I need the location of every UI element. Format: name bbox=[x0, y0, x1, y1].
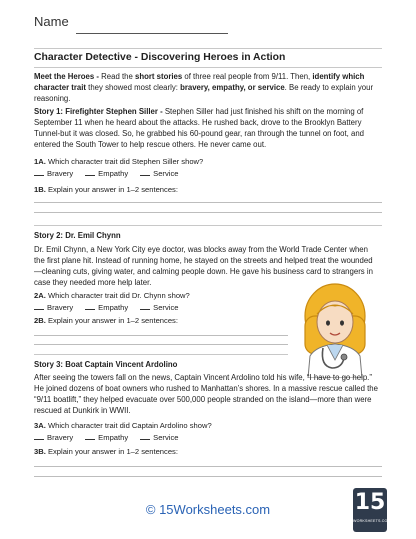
answer-blank[interactable] bbox=[34, 431, 44, 440]
intro-bold-1: short stories bbox=[134, 72, 183, 81]
story1-body: Stephen Siller had just finished his shift on the morning of September 11 when he heard about the attacks. He rushed back, drove to the Brooklyn Battery Tunnel-but it was closed. So, he grabbed his 60-pound gear, ran through the tunnel on foot, and entered the South Tower to help rescue others. He never came out. bbox=[34, 107, 365, 149]
answer-blank[interactable] bbox=[85, 301, 95, 310]
option-empathy[interactable] bbox=[85, 167, 128, 178]
options-3a bbox=[34, 431, 190, 442]
answer-line-2b-1[interactable] bbox=[34, 335, 288, 336]
option-label: Bravery bbox=[47, 433, 74, 442]
answer-blank[interactable] bbox=[85, 431, 95, 440]
section-divider-1 bbox=[34, 225, 382, 226]
answer-line-1b-2[interactable] bbox=[34, 212, 382, 213]
story2-paragraph: Dr. Emil Chynn, a New York City eye doctor, was blocks away from the World Trade Center when the first plane hit. Instead of running home, he stayed on the streets and helped treat the wounded—cleaning cuts, giving water, and calming people down. He gave his business card to strangers in case they needed more help later. bbox=[34, 245, 373, 287]
question-2b-number: 2B. bbox=[34, 316, 46, 325]
story2-heading: Story 2: Dr. Emil Chynn bbox=[34, 231, 121, 240]
option-label: Empathy bbox=[98, 169, 129, 178]
option-label: Service bbox=[153, 433, 179, 442]
story3-heading: Story 3: Boat Captain Vincent Ardolino bbox=[34, 360, 178, 369]
intro-text-1: Read the bbox=[101, 72, 135, 81]
option-label: Service bbox=[153, 303, 179, 312]
name-input-line[interactable] bbox=[76, 33, 228, 34]
option-bravery[interactable] bbox=[34, 167, 73, 178]
question-3a-text: Which character trait did Captain Ardolino show? bbox=[45, 421, 212, 430]
intro-text-2: of three real people from 9/11. Then, bbox=[182, 72, 313, 81]
question-2a bbox=[34, 291, 190, 300]
option-service[interactable] bbox=[140, 301, 178, 312]
question-3a-number: 3A. bbox=[34, 421, 46, 430]
option-bravery[interactable] bbox=[34, 431, 73, 442]
question-1a-text: Which character trait did Stephen Siller show? bbox=[45, 157, 204, 166]
worksheet-title: Character Detective - Discovering Heroes in Action bbox=[34, 52, 286, 63]
question-3b bbox=[34, 447, 178, 456]
story3-paragraph: After seeing the towers fall on the news, Captain Vincent Ardolino told his wife, “I have to go help.” He joined dozens of boat owners who rushed to Manhattan’s shores. In a massive rescue called the “9/11 boatlift,” they helped evacuate over 500,000 people stranded on the island—more than were rescued at Dunkirk in WWII. bbox=[34, 373, 378, 415]
doctor-illustration bbox=[294, 278, 376, 378]
title-top-rule bbox=[34, 48, 382, 49]
option-label: Empathy bbox=[98, 303, 129, 312]
question-1b-text: Explain your answer in 1–2 sentences: bbox=[45, 185, 178, 194]
question-1a-number: 1A. bbox=[34, 157, 46, 166]
option-label: Service bbox=[153, 169, 179, 178]
question-2b-text: Explain your answer in 1–2 sentences: bbox=[45, 316, 178, 325]
option-empathy[interactable] bbox=[85, 301, 128, 312]
option-service[interactable] bbox=[140, 167, 178, 178]
option-empathy[interactable] bbox=[85, 431, 128, 442]
question-1b bbox=[34, 185, 178, 194]
answer-line-3b-2[interactable] bbox=[34, 476, 382, 477]
logo-text: WORKSHEETS.COM bbox=[353, 519, 391, 523]
answer-blank[interactable] bbox=[140, 301, 150, 310]
question-1a bbox=[34, 157, 203, 166]
intro-paragraph bbox=[34, 71, 380, 104]
answer-blank[interactable] bbox=[140, 431, 150, 440]
logo-number: 15 bbox=[354, 490, 386, 515]
option-label: Bravery bbox=[47, 303, 74, 312]
doctor-face bbox=[317, 301, 353, 343]
options-2a bbox=[34, 301, 190, 312]
question-3b-number: 3B. bbox=[34, 447, 46, 456]
title-bottom-rule bbox=[34, 67, 382, 68]
question-2b bbox=[34, 316, 178, 325]
option-service[interactable] bbox=[140, 431, 178, 442]
question-3b-text: Explain your answer in 1–2 sentences: bbox=[45, 447, 178, 456]
name-label: Name bbox=[34, 14, 69, 29]
section-divider-2 bbox=[34, 354, 288, 355]
intro-bold-3: bravery, empathy, or service bbox=[180, 83, 285, 92]
intro-lead: Meet the Heroes - bbox=[34, 72, 102, 81]
story1-heading: Story 1: Firefighter Stephen Siller - bbox=[34, 107, 165, 116]
answer-line-3b-1[interactable] bbox=[34, 466, 382, 467]
story1-paragraph bbox=[34, 106, 380, 150]
question-3a bbox=[34, 421, 212, 430]
question-2a-text: Which character trait did Dr. Chynn show? bbox=[45, 291, 190, 300]
answer-blank[interactable] bbox=[140, 167, 150, 176]
intro-text-4: . Be ready to explain your reasoning. bbox=[34, 83, 374, 103]
answer-blank[interactable] bbox=[34, 167, 44, 176]
question-2a-number: 2A. bbox=[34, 291, 46, 300]
option-label: Empathy bbox=[98, 433, 129, 442]
answer-line-1b-1[interactable] bbox=[34, 202, 382, 203]
intro-bold-2: identify which character trait bbox=[34, 72, 365, 92]
question-1b-number: 1B. bbox=[34, 185, 46, 194]
intro-text-3: they showed most clearly: bbox=[86, 83, 181, 92]
option-label: Bravery bbox=[47, 169, 74, 178]
answer-line-2b-2[interactable] bbox=[34, 344, 288, 345]
option-bravery[interactable] bbox=[34, 301, 73, 312]
answer-blank[interactable] bbox=[34, 301, 44, 310]
answer-blank[interactable] bbox=[85, 167, 95, 176]
site-logo bbox=[353, 488, 391, 532]
options-1a bbox=[34, 167, 190, 178]
footer-copyright-text[interactable]: © 15Worksheets.com bbox=[145, 502, 271, 517]
